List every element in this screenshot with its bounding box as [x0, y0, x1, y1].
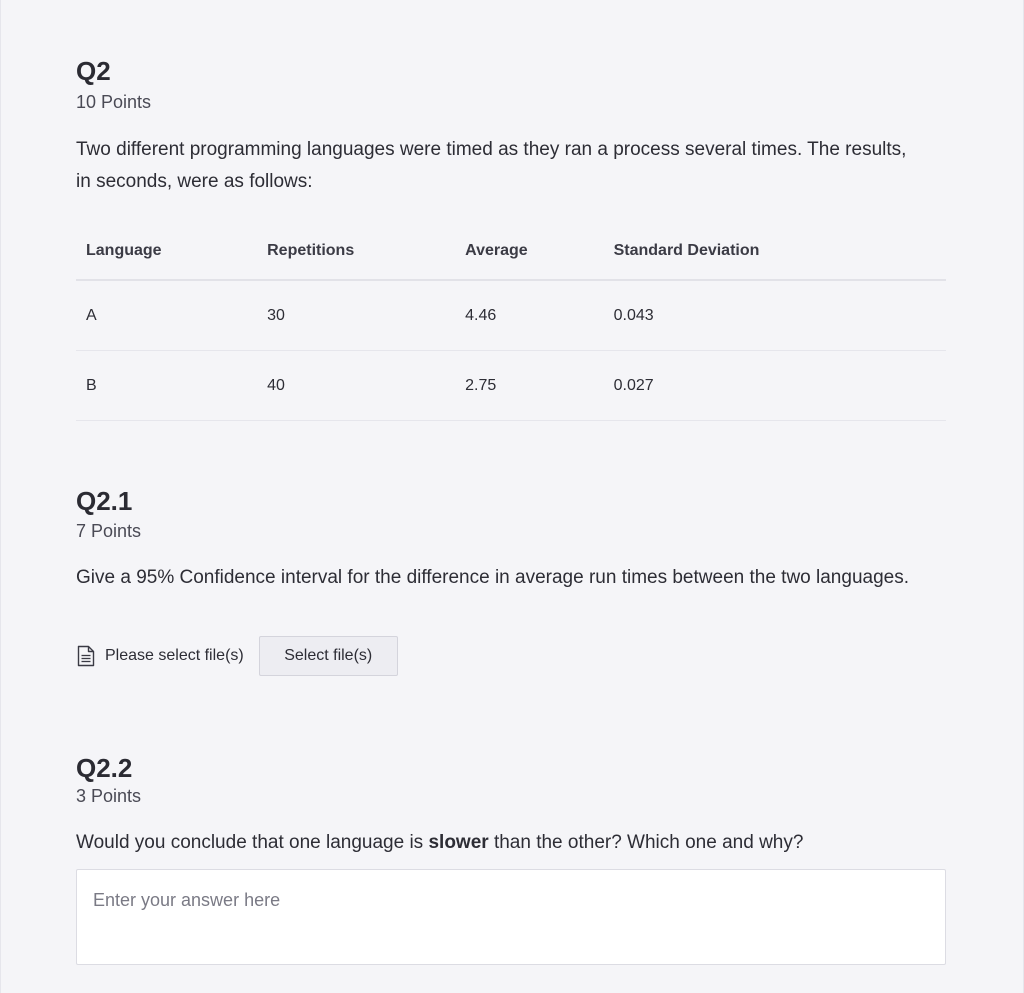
column-header-repetitions: Repetitions	[267, 222, 465, 280]
answer-textarea[interactable]	[76, 869, 946, 965]
prompt-text-end: than the other? Which one and why?	[488, 832, 804, 853]
cell-language: B	[76, 351, 267, 421]
file-selection-status: Please select file(s)	[105, 647, 244, 664]
file-upload-row	[76, 635, 398, 677]
table-row	[76, 280, 946, 351]
column-header-average: Average	[465, 222, 613, 280]
prompt-text-start: Would you conclude that one language is	[76, 832, 429, 853]
cell-standard-deviation: 0.027	[614, 351, 946, 421]
cell-average: 4.46	[465, 280, 613, 351]
subquestion-points: 7 Points	[76, 521, 142, 541]
cell-average: 2.75	[465, 351, 613, 421]
cell-repetitions: 30	[267, 280, 465, 351]
subquestion-points: 3 Points	[76, 786, 142, 806]
subquestion-prompt	[76, 827, 946, 859]
subquestion-prompt: Give a 95% Confidence interval for the difference in average run times between the two languages.	[76, 567, 909, 588]
subquestion-title: Q2.2	[76, 753, 133, 783]
select-files-button[interactable]: Select file(s)	[259, 636, 398, 676]
subquestion-title: Q2.1	[76, 486, 133, 516]
column-header-standard-deviation: Standard Deviation	[614, 222, 946, 280]
cell-repetitions: 40	[267, 351, 465, 421]
prompt-emphasis: slower	[428, 832, 489, 853]
question-title: Q2	[76, 56, 111, 86]
results-table	[76, 222, 946, 421]
table-header-row	[76, 222, 946, 280]
cell-language: A	[76, 280, 267, 351]
cell-standard-deviation: 0.043	[614, 280, 946, 351]
document-icon	[76, 645, 96, 667]
question-prompt: Two different programming languages were timed as they ran a process several times. The results, in seconds, were as follows:	[76, 139, 907, 192]
column-header-language: Language	[76, 222, 267, 280]
question-points: 10 Points	[76, 92, 152, 112]
table-row	[76, 351, 946, 421]
